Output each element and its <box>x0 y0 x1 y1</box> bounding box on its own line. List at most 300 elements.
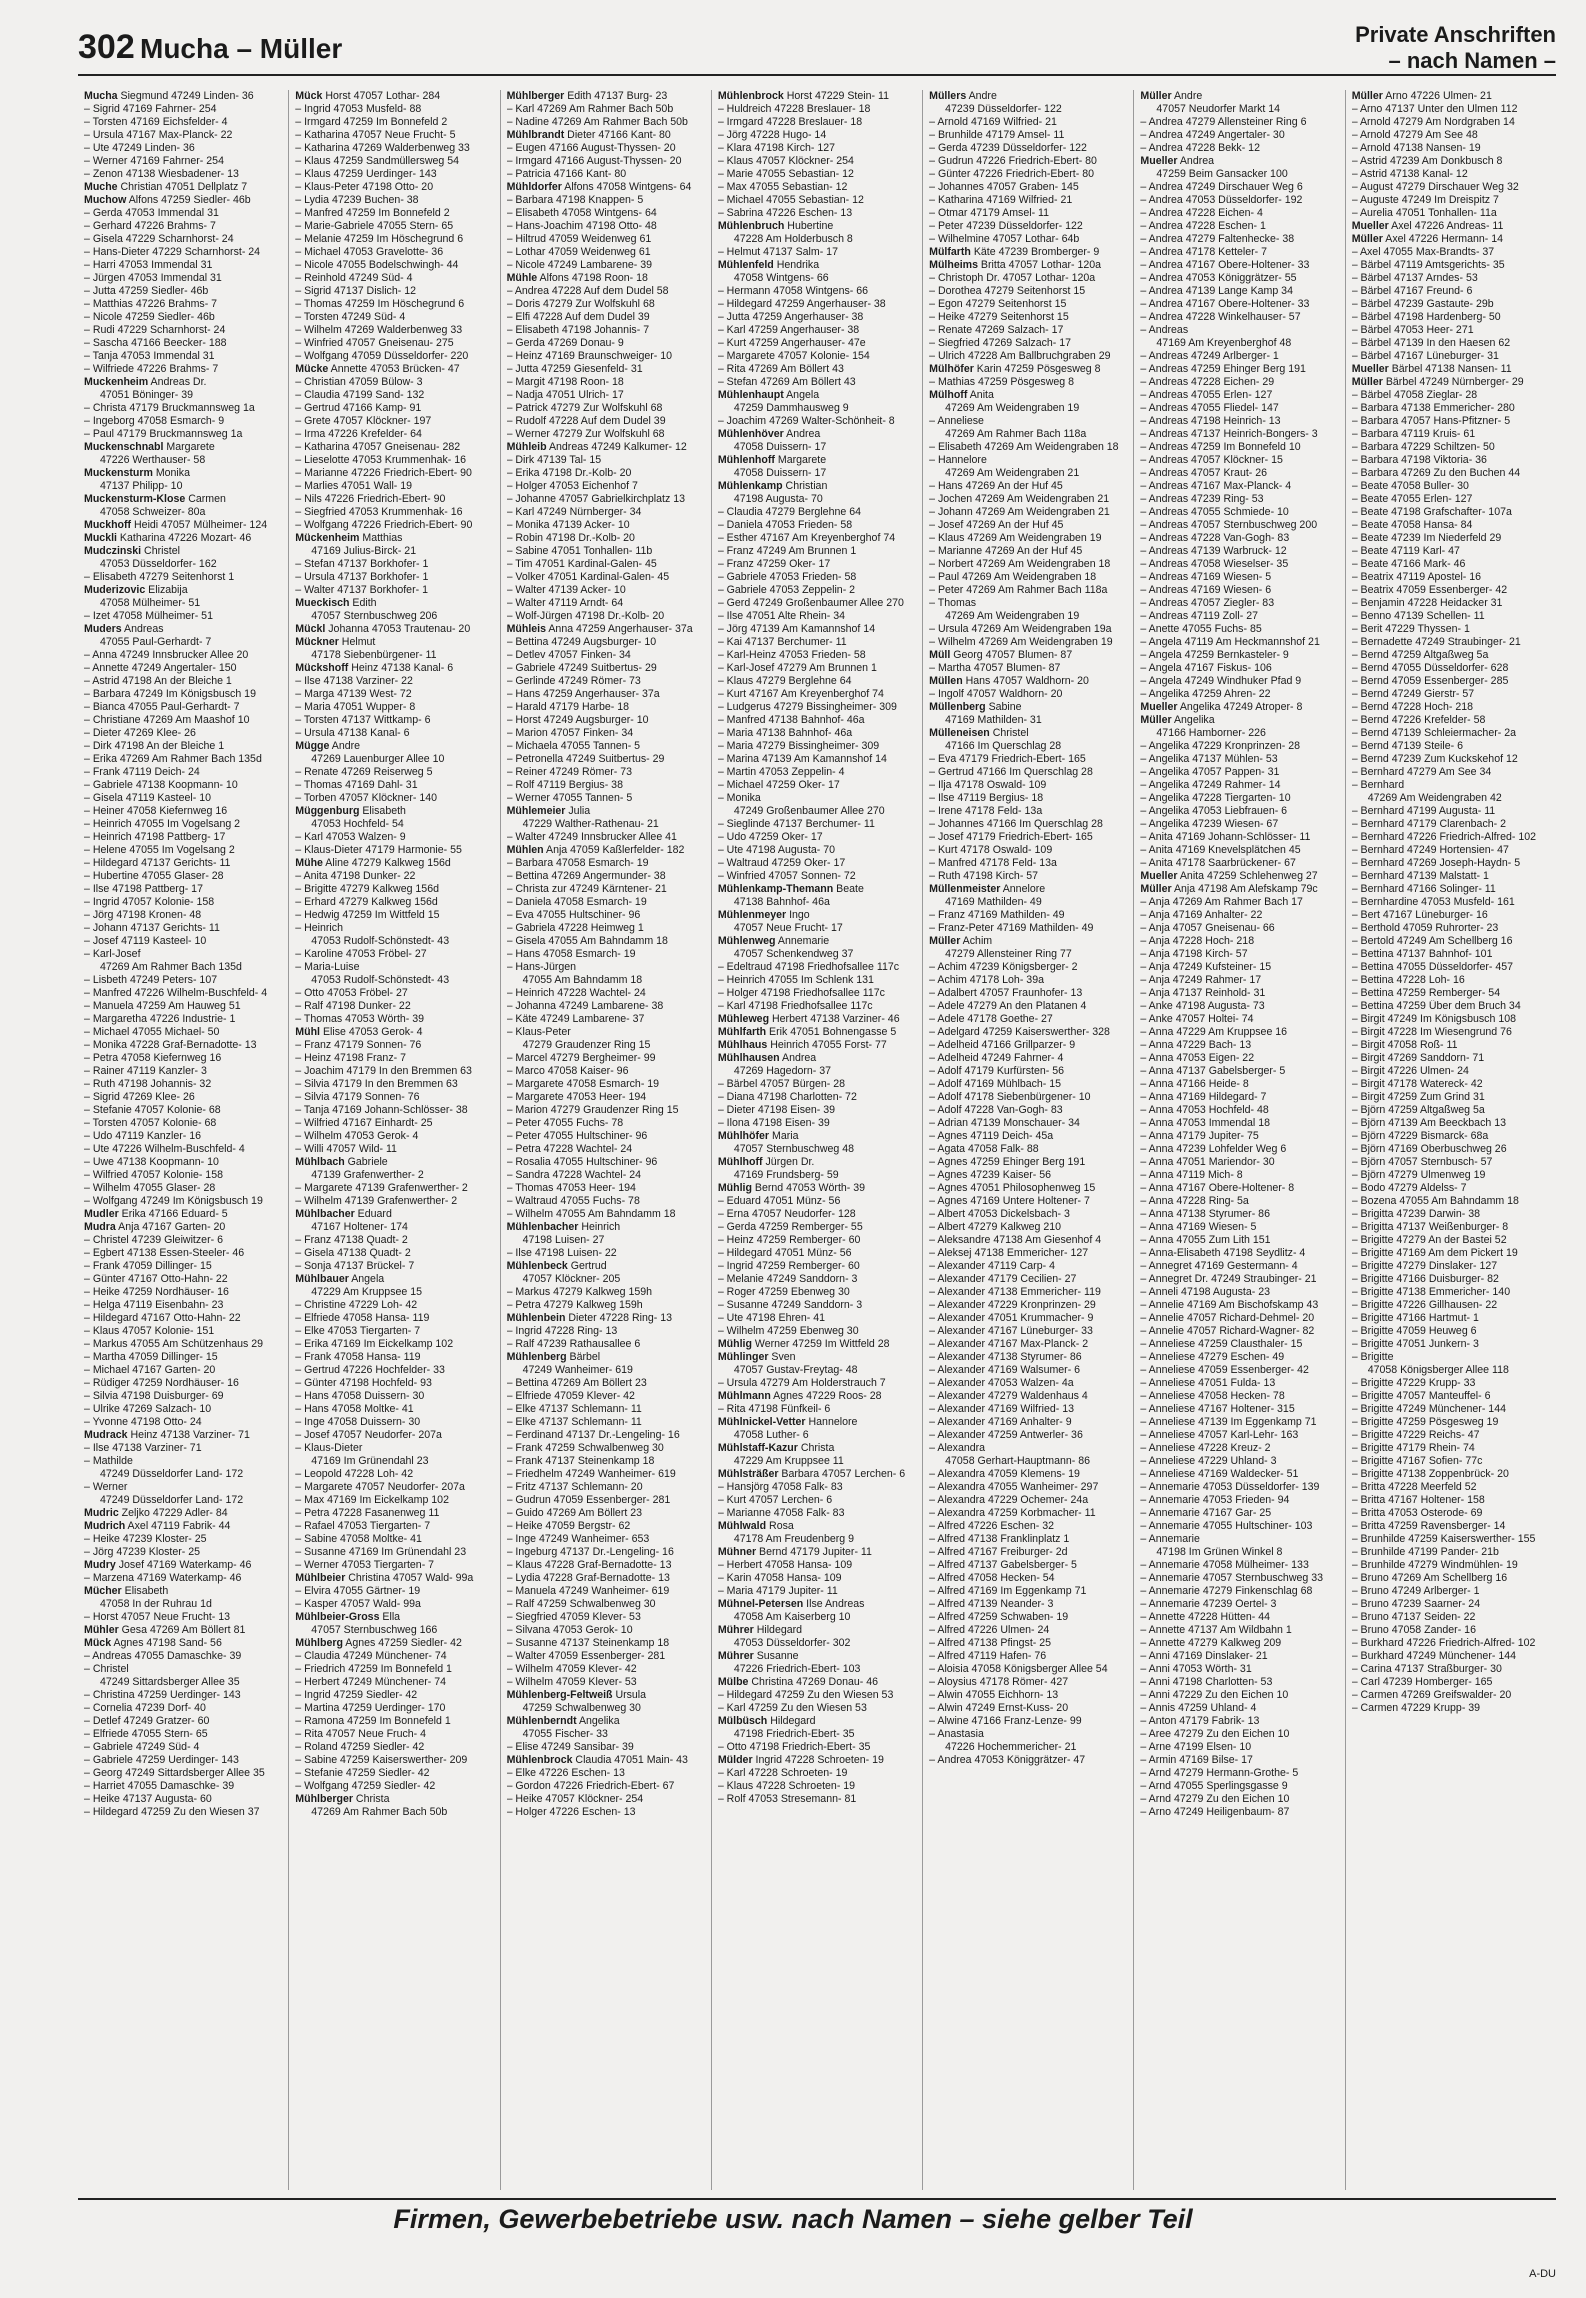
page-header <box>78 22 1556 72</box>
directory-entry <box>507 623 705 636</box>
entry-text: – Alexander 47169 Anhalter- 9 <box>929 1416 1072 1428</box>
directory-entry <box>507 896 705 909</box>
directory-entry <box>295 428 493 441</box>
entry-text: – Peter 47055 Hultschiner- 96 <box>506 1130 648 1142</box>
directory-entry <box>295 415 493 428</box>
directory-entry <box>507 1637 705 1650</box>
entry-text: – Alexandra 47259 Korbmacher- 11 <box>929 1507 1096 1519</box>
entry-text: – Monika 47139 Acker- 10 <box>506 519 630 531</box>
surname: Mühlinger <box>717 1351 769 1363</box>
directory-entry <box>1352 506 1550 519</box>
entry-text: – Bodo 47279 Aldelss- 7 <box>1351 1182 1467 1194</box>
directory-entry <box>929 1624 1127 1637</box>
directory-entry <box>507 454 705 467</box>
directory-entry <box>84 389 282 402</box>
entry-text: – Bernhardine 47053 Musfeld- 161 <box>1351 896 1515 908</box>
directory-entry <box>1352 1091 1550 1104</box>
entry-text: – Thomas 47259 Im Höschegrund 6 <box>295 298 465 310</box>
entry-text: – Bernhard 47139 Malstatt- 1 <box>1351 870 1489 882</box>
directory-entry <box>84 987 282 1000</box>
entry-text: – Walter 47139 Acker- 10 <box>506 584 626 596</box>
entry-text: – Patrick 47279 Zur Wolfskuhl 68 <box>506 402 663 414</box>
directory-entry <box>1140 987 1338 1000</box>
directory-entry <box>84 1351 282 1364</box>
directory-entry <box>929 818 1127 831</box>
directory-entry <box>929 415 1127 428</box>
directory-entry <box>295 493 493 506</box>
directory-entry <box>718 1767 916 1780</box>
entry-text: Ilse Andreas <box>803 1598 865 1610</box>
entry-text: Anja 47167 Garten- 20 <box>115 1221 226 1233</box>
entry-text: – Agnes 47169 Untere Holtener- 7 <box>929 1195 1090 1207</box>
entry-text: – Arnold 47279 Am See 48 <box>1351 129 1478 141</box>
directory-entry <box>1140 493 1338 506</box>
directory-entry <box>1352 1026 1550 1039</box>
entry-text: – Wilhelm 47269 Walderbenweg 33 <box>295 324 463 336</box>
entry-text: – Alfred 47058 Hecken- 54 <box>929 1572 1055 1584</box>
entry-text: – Kai 47137 Berchumer- 11 <box>717 636 847 648</box>
directory-entry <box>507 142 705 155</box>
directory-entry <box>929 1221 1127 1234</box>
directory-entry <box>507 415 705 428</box>
entry-text: – Hans-Jürgen <box>506 961 577 973</box>
entry-text: Herbert 47138 Varziner- 46 <box>769 1013 900 1025</box>
entry-text: – Aleksej 47138 Emmericher- 127 <box>929 1247 1089 1259</box>
directory-entry <box>718 1130 916 1143</box>
surname: Mühlsträßer <box>717 1468 779 1480</box>
entry-text: – Christian 47059 Bülow- 3 <box>295 376 423 388</box>
entry-text: – Beate 47166 Mark- 46 <box>1351 558 1466 570</box>
directory-entry <box>1352 207 1550 220</box>
directory-entry <box>718 1195 916 1208</box>
entry-text: – Gerd 47249 Großenbaumer Allee 270 <box>717 597 904 609</box>
entry-text: – Anneliese 47228 Kreuz- 2 <box>1140 1442 1271 1454</box>
directory-columns <box>78 90 1556 2190</box>
entry-text: – Heiner 47058 Kiefernweg 16 <box>84 805 228 817</box>
directory-entry <box>1140 662 1338 675</box>
entry-text: – Anni 47198 Charlotten- 53 <box>1140 1676 1273 1688</box>
entry-text: Käte 47239 Bromberger- 9 <box>970 246 1100 258</box>
directory-entry <box>1352 1364 1550 1377</box>
surname: Mühlnickel-Vetter <box>717 1416 806 1428</box>
entry-text: – Birgit 47269 Sanddorn- 71 <box>1351 1052 1485 1064</box>
entry-text: Sven <box>768 1351 796 1363</box>
entry-text: – Anna 47055 Zum Lith 151 <box>1140 1234 1271 1246</box>
directory-entry <box>507 402 705 415</box>
entry-text: – Ilse 47198 Pattberg- 17 <box>84 883 203 895</box>
directory-entry <box>1140 883 1338 896</box>
directory-entry <box>1140 1286 1338 1299</box>
entry-text: 47269 Am Weidengraben 19 <box>945 402 1080 414</box>
directory-entry <box>84 441 282 454</box>
entry-text: – Karl-Josef <box>84 948 141 960</box>
entry-text: – Bernadette 47249 Straubinger- 21 <box>1351 636 1521 648</box>
directory-entry <box>84 1117 282 1130</box>
directory-entry <box>1352 1312 1550 1325</box>
directory-entry <box>718 857 916 870</box>
directory-entry <box>1140 584 1338 597</box>
entry-text: – Anita 47198 Dunker- 22 <box>295 870 416 882</box>
entry-text: – Elfi 47228 Auf dem Dudel 39 <box>506 311 650 323</box>
surname: Mülheims <box>929 259 978 271</box>
directory-entry <box>929 727 1127 740</box>
directory-entry <box>1352 1650 1550 1663</box>
directory-entry <box>1352 1702 1550 1715</box>
directory-entry <box>84 1715 282 1728</box>
entry-text: – Annette 47228 Hütten- 44 <box>1140 1611 1270 1623</box>
directory-entry <box>718 389 916 402</box>
entry-text: – Ingrid 47053 Musfeld- 88 <box>295 103 422 115</box>
entry-text: 47053 Rudolf-Schönstedt- 43 <box>311 974 450 986</box>
entry-text: – Andrea 47228 Eichen- 4 <box>1140 207 1263 219</box>
entry-text: – Agnes 47239 Kaiser- 56 <box>929 1169 1052 1181</box>
directory-entry <box>84 376 282 389</box>
entry-text: 47229 Am Kruppsee 15 <box>311 1286 423 1298</box>
directory-entry <box>1352 766 1550 779</box>
entry-text: – Margarete 47058 Esmarch- 19 <box>506 1078 660 1090</box>
directory-entry <box>1140 1559 1338 1572</box>
entry-text: – Izet 47058 Mülheimer- 51 <box>84 610 213 622</box>
entry-text: – Anja 47057 Gneisenau- 66 <box>1140 922 1275 934</box>
directory-entry <box>507 1494 705 1507</box>
directory-entry <box>507 662 705 675</box>
directory-entry <box>718 1052 916 1065</box>
entry-text: – Anneliese 47259 Clausthaler- 15 <box>1140 1338 1303 1350</box>
entry-text: – Bärbel 47137 Arndes- 53 <box>1351 272 1478 284</box>
entry-text: – Rita 47198 Fünfkeil- 6 <box>717 1403 831 1415</box>
entry-text: 47269 Am Weidengraben 21 <box>945 467 1080 479</box>
entry-text: – Anja 47269 Am Rahmer Bach 17 <box>1140 896 1303 908</box>
surname: Mueller <box>1351 363 1389 375</box>
entry-text: – Brigitte 47166 Hartmut- 1 <box>1351 1312 1479 1324</box>
directory-entry <box>84 753 282 766</box>
directory-entry <box>295 1559 493 1572</box>
directory-entry <box>718 883 916 896</box>
directory-entry <box>507 1286 705 1299</box>
entry-text: – Susanne 47137 Steinenkamp 18 <box>506 1637 670 1649</box>
directory-entry <box>84 1091 282 1104</box>
directory-entry <box>929 519 1127 532</box>
entry-text: Edith 47137 Burg- 23 <box>564 90 668 102</box>
entry-text: – Otmar 47179 Amsel- 11 <box>929 207 1050 219</box>
directory-entry <box>295 714 493 727</box>
directory-entry <box>1352 883 1550 896</box>
directory-entry <box>718 610 916 623</box>
entry-text: – Annemarie 47167 Gar- 25 <box>1140 1507 1272 1519</box>
entry-text: – August 47279 Dirschauer Weg 32 <box>1351 181 1519 193</box>
directory-entry <box>929 961 1127 974</box>
directory-entry <box>84 1442 282 1455</box>
directory-entry <box>718 1572 916 1585</box>
entry-text: – Angelika 47259 Ahren- 22 <box>1140 688 1271 700</box>
directory-entry <box>295 1143 493 1156</box>
surname: Mühlenhaupt <box>717 389 784 401</box>
directory-entry <box>718 181 916 194</box>
entry-text: – Gisela 47119 Kasteel- 10 <box>84 792 212 804</box>
entry-text: – Aree 47279 Zu den Eichen 10 <box>1140 1728 1290 1740</box>
directory-entry <box>84 181 282 194</box>
entry-text: – Marcel 47279 Bergheimer- 99 <box>506 1052 656 1064</box>
directory-entry <box>295 961 493 974</box>
directory-entry <box>84 1806 282 1819</box>
directory-entry <box>1140 1780 1338 1793</box>
directory-entry <box>84 1429 282 1442</box>
entry-text: – Marie-Gabriele 47055 Stern- 65 <box>295 220 454 232</box>
directory-entry <box>1140 1273 1338 1286</box>
entry-text: – Claudia 47279 Berglehne 64 <box>717 506 861 518</box>
entry-text: 47057 Neue Frucht- 17 <box>733 922 843 934</box>
entry-text: – Bärbel 47057 Bürgen- 28 <box>717 1078 846 1090</box>
directory-entry <box>1352 779 1550 792</box>
directory-entry <box>1352 155 1550 168</box>
directory-entry <box>718 1611 916 1624</box>
entry-text: – Barbara 47198 Viktoria- 36 <box>1351 454 1487 466</box>
directory-entry <box>84 506 282 519</box>
entry-text: Hildegard <box>753 1624 803 1636</box>
directory-entry <box>295 285 493 298</box>
directory-entry <box>295 818 493 831</box>
entry-text: Andreas <box>121 623 164 635</box>
directory-entry <box>507 1312 705 1325</box>
entry-text: Heidi 47057 Mülheimer- 124 <box>131 519 268 531</box>
entry-text: – Stefan 47269 Am Böllert 43 <box>717 376 856 388</box>
entry-text: – Gerda 47259 Remberger- 55 <box>717 1221 863 1233</box>
entry-text: Josef 47169 Waterkamp- 46 <box>115 1559 252 1571</box>
entry-text: 47169 Am Kreyenberghof 48 <box>1156 337 1292 349</box>
entry-text: – Guido 47269 Am Böllert 23 <box>506 1507 643 1519</box>
directory-entry <box>507 1702 705 1715</box>
directory-entry <box>929 883 1127 896</box>
entry-text: – Gabriele 47138 Koopmann- 10 <box>84 779 238 791</box>
surname: Mühleweg <box>717 1013 770 1025</box>
entry-text: 47269 Am Weidengraben 42 <box>1367 792 1502 804</box>
directory-entry <box>507 246 705 259</box>
entry-text: – Rudi 47229 Scharnhorst- 24 <box>84 324 226 336</box>
directory-entry <box>295 1052 493 1065</box>
directory-entry <box>507 1208 705 1221</box>
entry-text: – Wilhelm 47059 Klever- 42 <box>506 1663 637 1675</box>
entry-text: – Brigitte 47249 Münchener- 144 <box>1351 1403 1506 1415</box>
directory-entry <box>295 194 493 207</box>
surname: Mühlenbrock <box>717 90 784 102</box>
entry-text: – Alexander 47051 Krummacher- 9 <box>929 1312 1094 1324</box>
entry-text: – Bernd 47259 Altgaßweg 5a <box>1351 649 1489 661</box>
directory-entry <box>507 701 705 714</box>
directory-entry <box>1352 1468 1550 1481</box>
entry-text: – Gerda 47053 Immendal 31 <box>84 207 219 219</box>
entry-text: – Mathilde <box>84 1455 133 1467</box>
surname: Müllenmeister <box>929 883 1001 895</box>
directory-entry <box>1140 1091 1338 1104</box>
entry-text: – Burkhard 47226 Friedrich-Alfred- 102 <box>1351 1637 1536 1649</box>
directory-entry <box>718 1533 916 1546</box>
entry-text: Alfons 47259 Siedler- 46b <box>126 194 251 206</box>
entry-text: – Ingrid 47057 Kolonie- 158 <box>84 896 215 908</box>
directory-entry <box>507 675 705 688</box>
directory-entry <box>1352 1117 1550 1130</box>
entry-text: – Andrea 47228 Eschen- 1 <box>1140 220 1266 232</box>
directory-entry <box>84 480 282 493</box>
directory-entry <box>718 1637 916 1650</box>
directory-entry <box>718 1234 916 1247</box>
entry-text: – Bernd 47226 Krefelder- 58 <box>1351 714 1486 726</box>
directory-entry <box>507 1091 705 1104</box>
directory-entry <box>84 1195 282 1208</box>
directory-entry <box>507 506 705 519</box>
directory-entry <box>507 1429 705 1442</box>
directory-entry <box>84 1000 282 1013</box>
entry-text: – Markus 47279 Kalkweg 159h <box>506 1286 653 1298</box>
entry-text: – Andreas 47119 Zoll- 27 <box>1140 610 1258 622</box>
entry-text: 47249 Großenbaumer Allee 270 <box>733 805 885 817</box>
directory-entry <box>1140 974 1338 987</box>
entry-text: – Paul 47179 Bruckmannsweg 1a <box>84 428 243 440</box>
directory-entry <box>295 103 493 116</box>
directory-entry <box>507 545 705 558</box>
entry-text: 47053 Rudolf-Schönstedt- 43 <box>311 935 450 947</box>
directory-entry <box>1140 688 1338 701</box>
directory-entry <box>1140 766 1338 779</box>
directory-entry <box>929 1715 1127 1728</box>
directory-entry <box>84 597 282 610</box>
directory-entry <box>718 1429 916 1442</box>
directory-entry <box>929 701 1127 714</box>
directory-entry <box>1352 376 1550 389</box>
entry-text: – Joachim 47269 Walter-Schönheit- 8 <box>717 415 895 427</box>
directory-entry <box>507 1403 705 1416</box>
entry-text: – Margarete 47053 Heer- 194 <box>506 1091 647 1103</box>
directory-entry <box>718 1403 916 1416</box>
directory-entry <box>507 1390 705 1403</box>
directory-entry <box>1140 1650 1338 1663</box>
directory-entry <box>84 532 282 545</box>
entry-text: – Elke 47053 Tiergarten- 7 <box>295 1325 421 1337</box>
directory-entry <box>295 1676 493 1689</box>
entry-text: – Anna 47239 Lohfelder Weg 6 <box>1140 1143 1287 1155</box>
directory-entry <box>1140 610 1338 623</box>
directory-entry <box>1352 1572 1550 1585</box>
entry-text: – Heike 47259 Nordhäuser- 16 <box>84 1286 229 1298</box>
entry-text: – Alwine 47166 Franz-Lenze- 99 <box>929 1715 1082 1727</box>
directory-entry <box>1352 1052 1550 1065</box>
directory-entry <box>295 1130 493 1143</box>
directory-entry <box>1140 545 1338 558</box>
directory-entry <box>718 701 916 714</box>
directory-entry <box>1352 467 1550 480</box>
entry-text: Ingrid 47228 Schroeten- 19 <box>752 1754 884 1766</box>
directory-entry <box>1352 1416 1550 1429</box>
directory-entry <box>295 597 493 610</box>
directory-entry <box>84 1416 282 1429</box>
entry-text: – Johanne 47057 Gabrielkirchplatz 13 <box>506 493 686 505</box>
entry-text: 47057 Klöckner- 205 <box>522 1273 621 1285</box>
directory-entry <box>507 1169 705 1182</box>
directory-entry <box>84 1585 282 1598</box>
directory-entry <box>295 1702 493 1715</box>
directory-entry <box>295 1780 493 1793</box>
entry-text: – Thomas 47169 Dahl- 31 <box>295 779 418 791</box>
entry-text: 47058 Schweizer- 80a <box>100 506 206 518</box>
directory-entry <box>507 1117 705 1130</box>
entry-text: – Käte 47249 Lambarene- 37 <box>506 1013 645 1025</box>
directory-entry <box>1140 1130 1338 1143</box>
directory-entry <box>84 792 282 805</box>
directory-entry <box>84 1143 282 1156</box>
directory-entry <box>295 1286 493 1299</box>
directory-entry <box>295 246 493 259</box>
entry-text: – Gudrun 47226 Friedrich-Ebert- 80 <box>929 155 1097 167</box>
directory-entry <box>295 1481 493 1494</box>
entry-text: – Barbara 47119 Kruis- 61 <box>1351 428 1476 440</box>
entry-text: – Rolf 47053 Stresemann- 81 <box>717 1793 857 1805</box>
directory-entry <box>507 1234 705 1247</box>
surname: Mühlbeier <box>295 1572 346 1584</box>
entry-text: – Gerlinde 47249 Römer- 73 <box>506 675 641 687</box>
entry-text: – Anna 47169 Wiesen- 5 <box>1140 1221 1257 1233</box>
directory-entry <box>718 870 916 883</box>
directory-entry <box>1352 1143 1550 1156</box>
directory-entry <box>1140 701 1338 714</box>
entry-text: – Silvia 47179 In den Bremmen 63 <box>295 1078 458 1090</box>
directory-entry <box>1140 1377 1338 1390</box>
entry-text: – Elfriede 47059 Klever- 42 <box>506 1390 635 1402</box>
entry-text: – Adolf 47228 Van-Gogh- 83 <box>929 1104 1063 1116</box>
directory-entry <box>1352 1208 1550 1221</box>
entry-text: – Andreas 47055 Erlen- 127 <box>1140 389 1273 401</box>
directory-entry <box>1140 1403 1338 1416</box>
entry-text: – Anna 47053 Eigen- 22 <box>1140 1052 1255 1064</box>
directory-entry <box>718 142 916 155</box>
directory-entry <box>295 1806 493 1819</box>
surname: Mühlenbeck <box>506 1260 568 1272</box>
entry-text: Dieter 47166 Kant- 80 <box>564 129 671 141</box>
entry-text: – Reiner 47249 Römer- 73 <box>506 766 632 778</box>
directory-entry <box>929 740 1127 753</box>
directory-entry <box>84 1312 282 1325</box>
entry-text: – Zenon 47138 Wiesbadener- 13 <box>84 168 239 180</box>
entry-text: – Inge 47058 Duissern- 30 <box>295 1416 421 1428</box>
directory-entry <box>507 1273 705 1286</box>
entry-text: – Alexander 47119 Carp- 4 <box>929 1260 1055 1272</box>
surname: Mühlmann <box>717 1390 771 1402</box>
directory-entry <box>929 1234 1127 1247</box>
directory-entry <box>84 1273 282 1286</box>
directory-entry <box>295 363 493 376</box>
directory-entry <box>507 441 705 454</box>
directory-entry <box>1140 90 1338 103</box>
directory-entry <box>1140 1351 1338 1364</box>
entry-text: – Beatrix 47059 Essenberger- 42 <box>1351 584 1508 596</box>
directory-entry <box>718 1598 916 1611</box>
entry-text: – Brigitte 47259 Pösgesweg 19 <box>1351 1416 1499 1428</box>
directory-entry <box>718 1273 916 1286</box>
entry-text: – Annemarie <box>1140 1533 1200 1545</box>
directory-column <box>922 90 1133 2190</box>
directory-entry <box>295 1104 493 1117</box>
entry-text: – Angela 47249 Windhuker Pfad 9 <box>1140 675 1302 687</box>
directory-entry <box>84 1104 282 1117</box>
surname: Mülfarth <box>929 246 971 258</box>
entry-text: – Ingrid 47259 Siedler- 42 <box>295 1689 418 1701</box>
entry-text: – Ingeborg 47058 Esmarch- 9 <box>84 415 225 427</box>
directory-entry <box>507 1520 705 1533</box>
entry-text: Elizabija <box>145 584 188 596</box>
entry-text: 47249 Wanheimer- 619 <box>522 1364 633 1376</box>
entry-text: Ella <box>379 1611 401 1623</box>
directory-entry <box>718 1260 916 1273</box>
directory-entry <box>718 740 916 753</box>
entry-text: – Margit 47198 Roon- 18 <box>506 376 624 388</box>
